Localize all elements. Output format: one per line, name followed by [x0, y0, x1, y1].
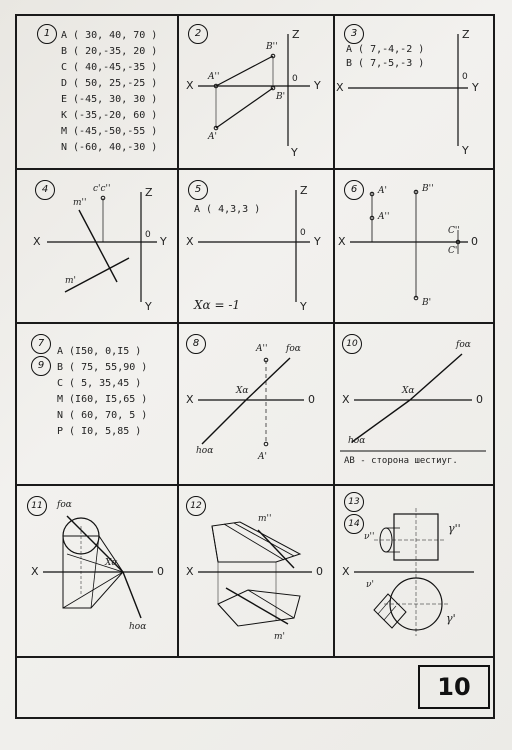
origin-label: 0	[157, 565, 164, 578]
construction-line	[63, 572, 123, 608]
axis-label-x: X	[186, 565, 194, 578]
x-alpha-label: Xα	[236, 386, 249, 396]
page-number: 10	[418, 665, 490, 709]
trace-label-h: hοα	[348, 436, 366, 446]
problem-number: 5	[188, 180, 208, 200]
prism-horizontal	[218, 590, 300, 626]
problem-number: 2	[188, 24, 208, 44]
cell-2	[178, 16, 333, 168]
drawing-2	[178, 16, 333, 168]
trace-label-f: fοα	[456, 340, 471, 350]
cell-13-14	[334, 486, 493, 656]
prism-edge	[234, 523, 294, 556]
problem-number: 8	[186, 334, 206, 354]
axis-label-y-down: Y	[291, 146, 298, 159]
line-label-m2: m''	[73, 198, 87, 208]
point-label-c2: C''	[448, 226, 460, 236]
axis-label-x: X	[186, 79, 194, 92]
axis-label-x: X	[338, 235, 346, 248]
cell-8	[178, 324, 333, 484]
point-label-c1: C'	[448, 246, 458, 256]
note-x-alpha: Xα = -1	[194, 298, 241, 312]
point-label-b1: B'	[422, 298, 432, 308]
problem-number: 3	[344, 24, 364, 44]
cell-3	[334, 16, 493, 168]
origin-label: 0	[462, 72, 468, 82]
problem-number: 1	[37, 24, 57, 44]
x-alpha-label: Xα	[402, 386, 415, 396]
problem-number: 13	[344, 492, 364, 512]
cell-4	[17, 170, 177, 322]
axis-label-z: Z	[292, 28, 300, 41]
axis-label-x: X	[33, 235, 41, 248]
label-v2: ν''	[364, 532, 375, 542]
point-coord: P ( I0, 5,85 )	[57, 426, 142, 437]
point-coord: E (-45, 30, 30 )	[61, 94, 158, 105]
axis-label-z: Z	[145, 186, 153, 199]
caption: AB - сторона шестиуг.	[344, 456, 458, 466]
line-label-m1: m'	[274, 632, 286, 642]
hatch	[378, 600, 390, 614]
cell-10	[334, 324, 493, 484]
problem-number: 7	[31, 334, 51, 354]
trace-f-alpha	[410, 354, 462, 400]
axis-label-x: X	[31, 565, 39, 578]
horizontal-projection-ab	[216, 88, 273, 128]
point-label-a1: A'	[378, 186, 387, 196]
point-label-cc: c'c''	[93, 184, 111, 194]
point-label-a2: A''	[256, 344, 268, 354]
origin-label: 0	[292, 74, 298, 84]
prism-edge	[218, 604, 238, 626]
trace-h-alpha	[202, 400, 246, 444]
point-coord: B ( 20,-35, 20 )	[61, 46, 158, 57]
problem-number-secondary: 9	[31, 356, 51, 376]
origin-label: 0	[300, 228, 306, 238]
axis-label-y: Y	[160, 235, 167, 248]
point-coord: B ( 7,-5,-3 )	[346, 58, 425, 69]
axis-label-x: X	[336, 81, 344, 94]
point-coord: A ( 7,-4,-2 )	[346, 44, 425, 55]
problem-number-secondary: 14	[344, 514, 364, 534]
problem-number: 11	[27, 496, 47, 516]
cell-12	[178, 486, 333, 656]
cell-11	[17, 486, 177, 656]
x-alpha-label: Xα	[105, 558, 118, 568]
problem-number: 10	[342, 334, 362, 354]
grid-divider-h4	[17, 656, 493, 658]
label-g2: γ''	[448, 522, 461, 535]
point-coord: A ( 30, 40, 70 )	[61, 30, 158, 41]
axis-label-y-down: Y	[145, 300, 152, 313]
point-label-b2: B''	[266, 42, 278, 52]
axis-label-y: Y	[314, 235, 321, 248]
point-coord: A ( 4,3,3 )	[194, 204, 261, 215]
drawing-12	[178, 486, 333, 656]
axis-label-y: Y	[314, 79, 321, 92]
point-coord: C ( 5, 35,45 )	[57, 378, 142, 389]
point-label-a1: A'	[258, 452, 267, 462]
axis-label-y-down: Y	[300, 300, 307, 313]
axis-label-y-down: Y	[462, 144, 469, 157]
axis-label-z: Z	[462, 28, 470, 41]
axis-label-y: Y	[472, 81, 479, 94]
point-coord: A (I50, 0,I5 )	[57, 346, 142, 357]
point-coord: D ( 50, 25,-25 )	[61, 78, 158, 89]
trace-label-f: fοα	[57, 500, 72, 510]
drawing-6	[334, 170, 493, 322]
trace-f-alpha	[246, 358, 290, 400]
cell-1	[17, 16, 177, 168]
point-label-b1: B'	[276, 92, 286, 102]
origin-label: 0	[476, 393, 483, 406]
axis-label-x: X	[342, 393, 350, 406]
origin-label: 0	[316, 565, 323, 578]
origin-label: 0	[308, 393, 315, 406]
drawing-13-14	[334, 486, 493, 656]
prism-edge	[212, 526, 218, 562]
problem-number: 4	[35, 180, 55, 200]
line-label-m2: m''	[258, 514, 272, 524]
label-v1: ν'	[366, 580, 374, 590]
line-label-m1: m'	[65, 276, 77, 286]
trace-label-h: hοα	[129, 622, 147, 632]
trace-label-h: hοα	[196, 446, 214, 456]
outer-frame	[15, 14, 495, 719]
point-coord: N ( 60, 70, 5 )	[57, 410, 148, 421]
problem-number: 6	[344, 180, 364, 200]
drawing-11	[17, 486, 177, 656]
cell-7-9	[17, 324, 177, 484]
point-coord: M (I60, I5,65 )	[57, 394, 148, 405]
cell-6	[334, 170, 493, 322]
point-coord: C ( 40,-45,-35 )	[61, 62, 158, 73]
point-coord: B ( 75, 55,90 )	[57, 362, 148, 373]
point-label-a1: A'	[208, 132, 217, 142]
problem-number: 12	[186, 496, 206, 516]
point-coord: N (-60, 40,-30 )	[61, 142, 158, 153]
origin-label: 0	[471, 235, 478, 248]
line-m2	[79, 210, 117, 282]
axis-label-z: Z	[300, 184, 308, 197]
axis-label-x: X	[186, 393, 194, 406]
trace-h-alpha	[123, 572, 141, 618]
trace-label-f: fοα	[286, 344, 301, 354]
prism-frontal	[212, 522, 300, 562]
axis-label-x: X	[186, 235, 194, 248]
point-coord: M (-45,-50,-55 )	[61, 126, 158, 137]
frontal-projection-ab	[216, 56, 273, 86]
origin-label: 0	[145, 230, 151, 240]
line-m1	[65, 258, 129, 292]
point-coord: K (-35,-20, 60 )	[61, 110, 158, 121]
point-label-a2: A''	[208, 72, 220, 82]
label-g1: γ'	[446, 612, 456, 625]
axis-label-x: X	[342, 565, 350, 578]
point-label-b2: B''	[422, 184, 434, 194]
point-label-a2: A''	[378, 212, 390, 222]
cell-5	[178, 170, 333, 322]
